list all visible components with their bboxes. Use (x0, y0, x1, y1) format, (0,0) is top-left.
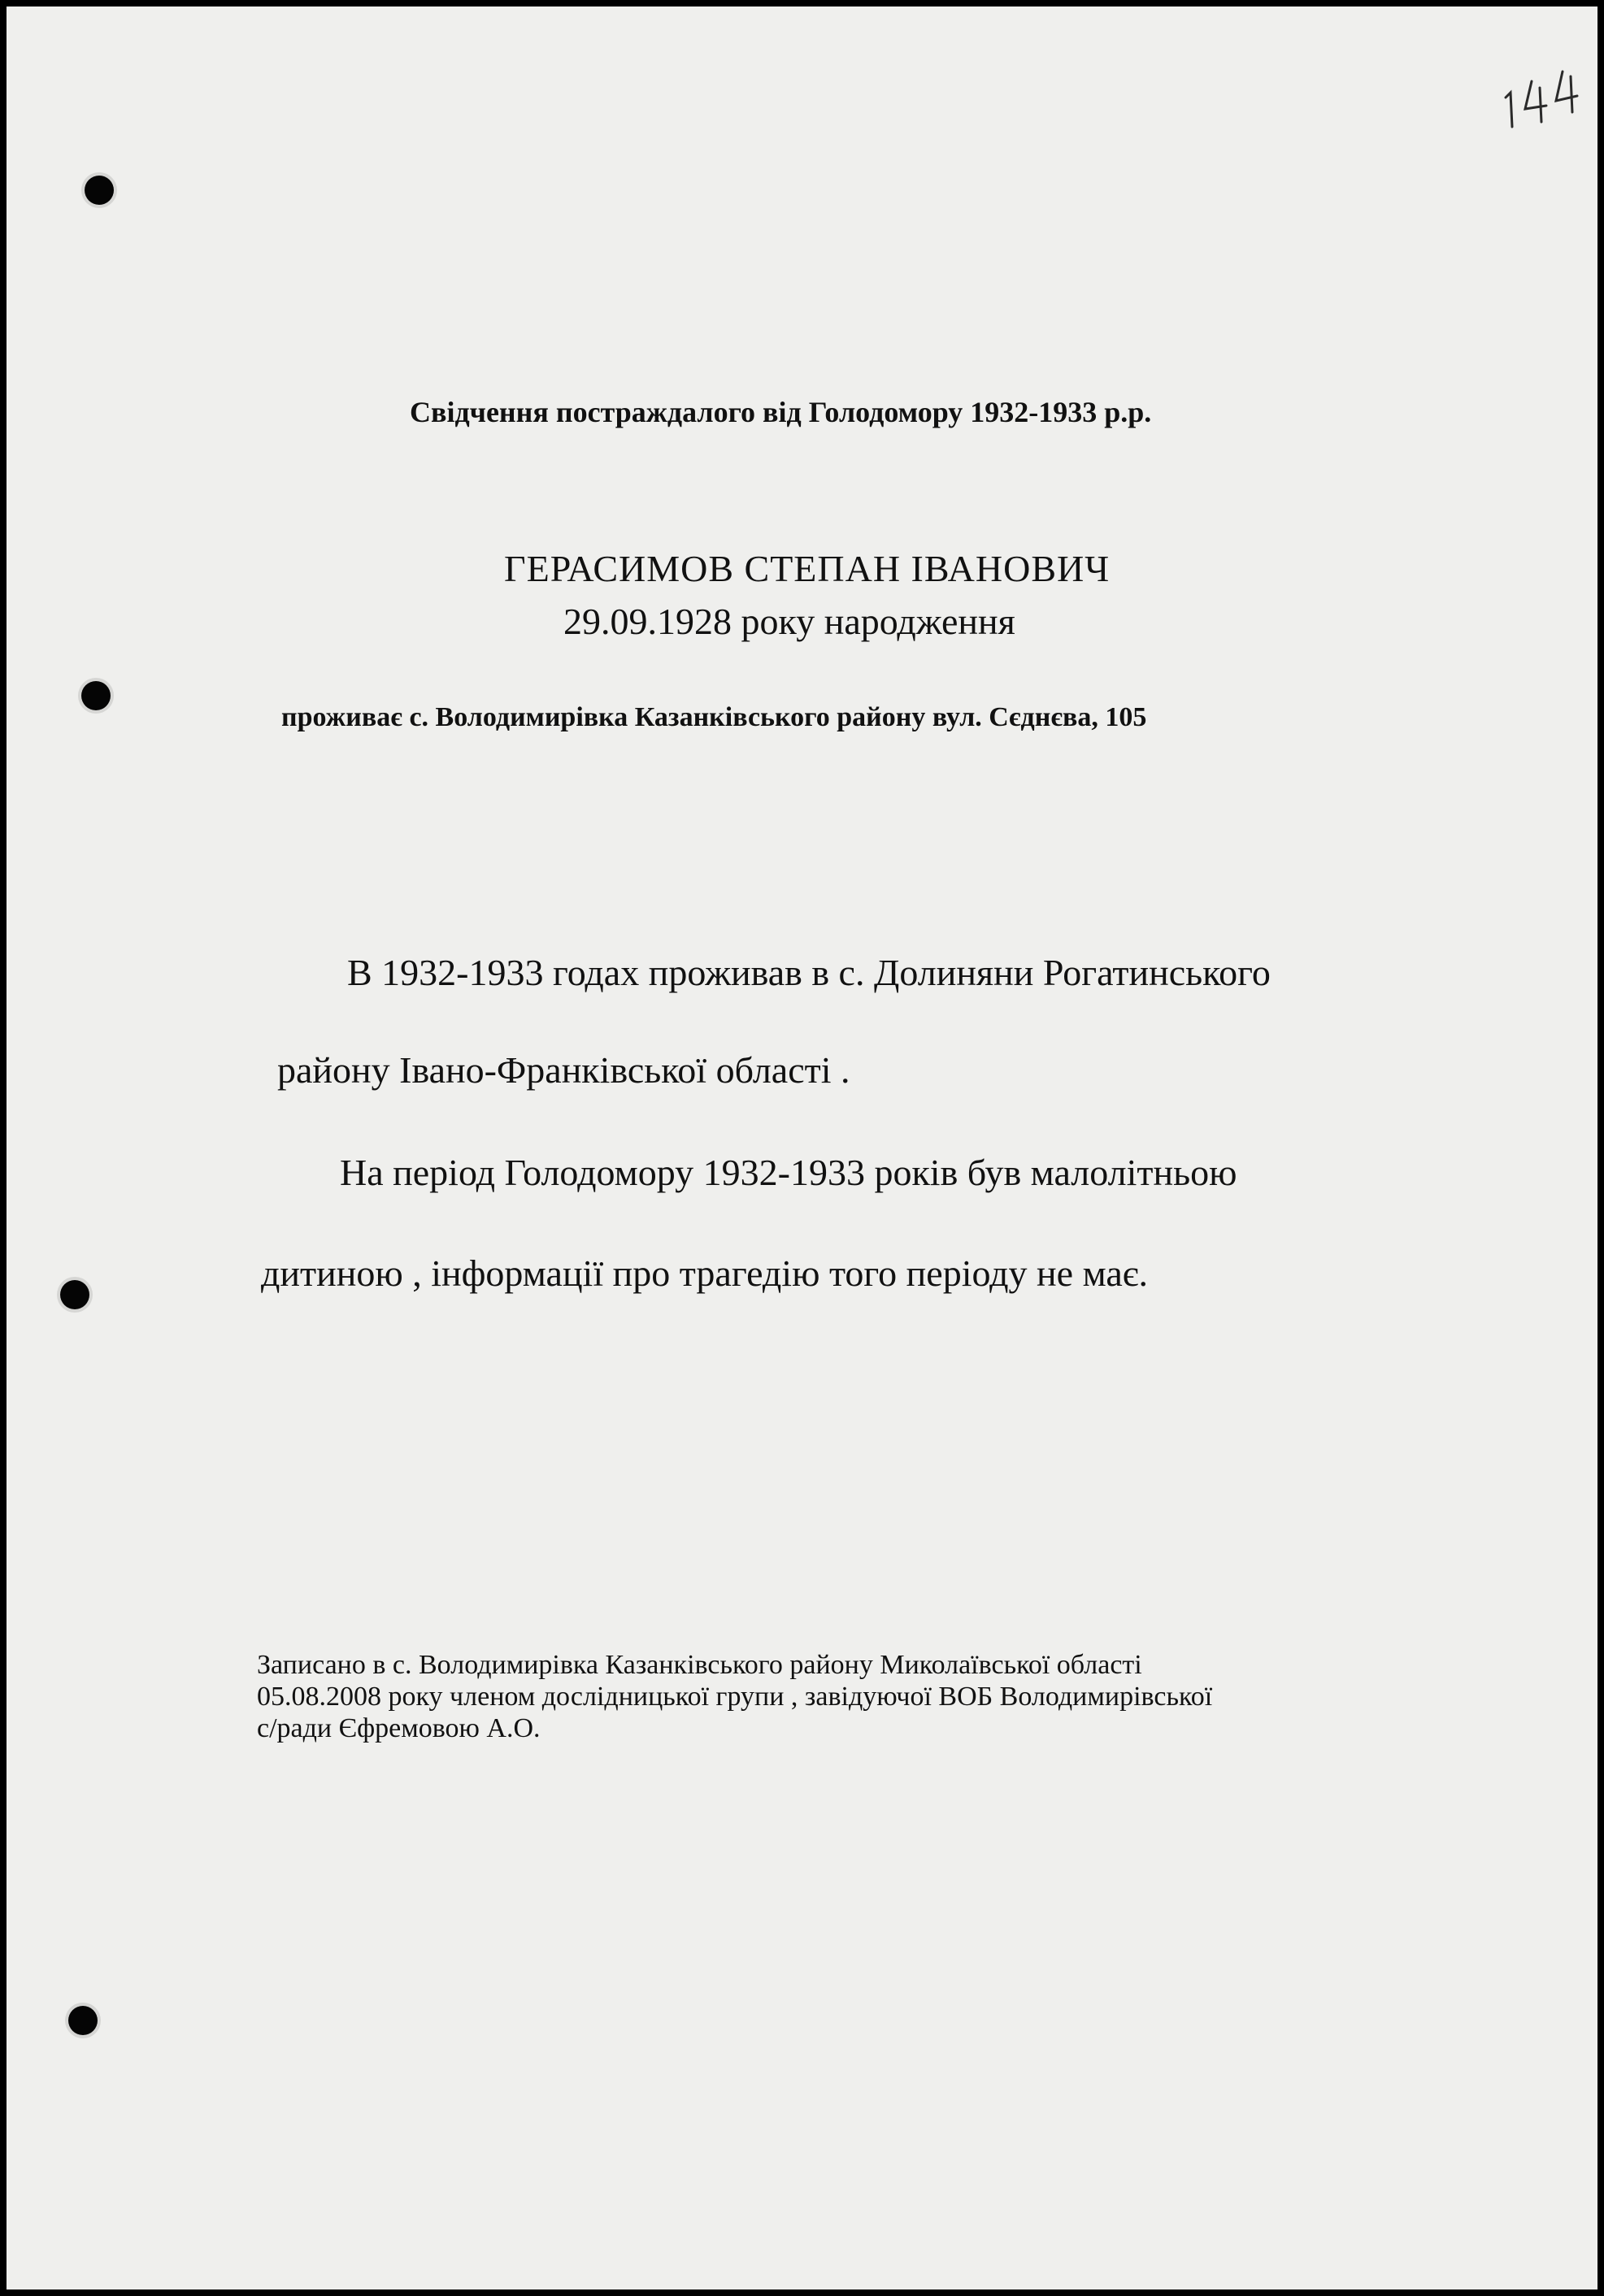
birth-date: 29.09.1928 року народження (563, 601, 1015, 642)
testimony-line: району Івано-Франківської області . (277, 1049, 850, 1091)
handwritten-page-number (1494, 63, 1584, 137)
punch-hole (81, 681, 111, 710)
residence-address: проживає с. Володимирівка Казанківського району вул. Сєднєва, 105 (281, 702, 1147, 732)
punch-hole (68, 2006, 98, 2035)
recording-note-line: 05.08.2008 року членом дослідницької групи , завідуючої ВОБ Володимирівської (257, 1682, 1213, 1712)
recording-note-line: Записано в с. Володимирівка Казанківського району Миколаївської області (257, 1650, 1142, 1680)
punch-hole (60, 1280, 89, 1309)
document-title: Свідчення постраждалого від Голодомору 1932-1933 р.р. (410, 396, 1152, 428)
punch-hole (85, 176, 114, 205)
person-name: ГЕРАСИМОВ СТЕПАН ІВАНОВИЧ (504, 548, 1111, 589)
document-page (7, 7, 1597, 2289)
testimony-line: На період Голодомору 1932-1933 років був малолітньою (340, 1152, 1237, 1193)
testimony-line: дитиною , інформації про трагедію того періоду не має. (261, 1252, 1149, 1294)
testimony-line: В 1932-1933 годах проживав в с. Долиняни Рогатинського (347, 952, 1271, 993)
recording-note-line: с/ради Єфремовою А.О. (257, 1713, 541, 1743)
